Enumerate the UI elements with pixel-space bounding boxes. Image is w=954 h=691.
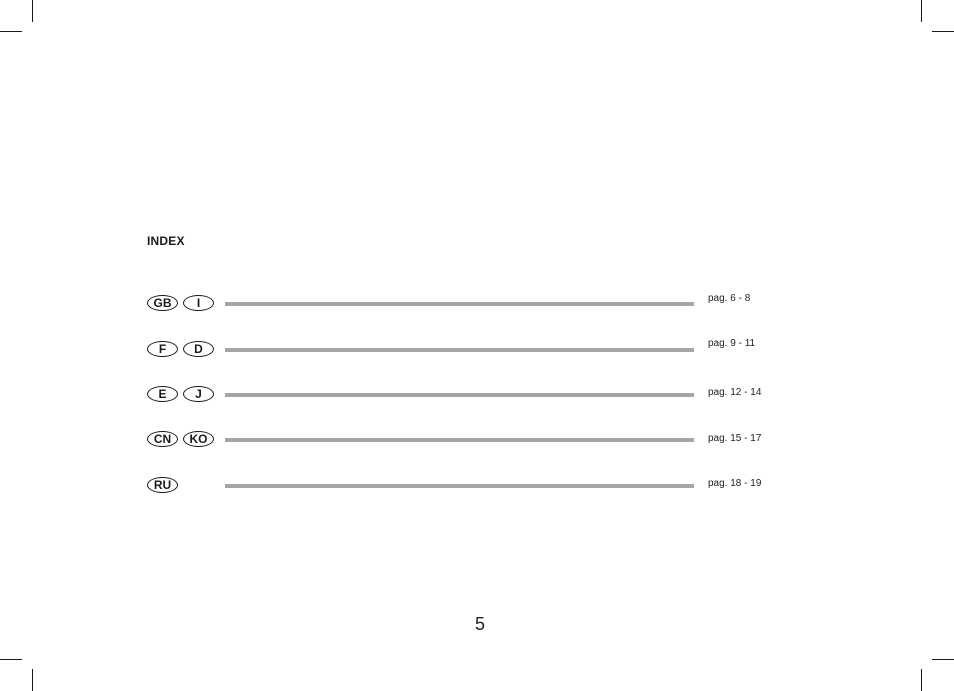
crop-mark [0, 659, 22, 660]
page-range: pag. 18 - 19 [708, 478, 762, 489]
language-badge-e: E [147, 386, 178, 402]
leader-bar [225, 484, 694, 488]
index-row[interactable] [147, 386, 787, 406]
index-title: INDEX [147, 234, 185, 248]
page-number: 5 [474, 614, 485, 634]
page-range: pag. 9 - 11 [708, 338, 756, 349]
language-badge-d: D [183, 341, 214, 357]
leader-bar [225, 393, 694, 397]
crop-mark [932, 31, 954, 32]
index-row[interactable] [147, 295, 787, 315]
crop-mark [32, 0, 33, 22]
page-range: pag. 15 - 17 [708, 433, 762, 444]
leader-bar [225, 348, 694, 352]
language-badge-f: F [147, 341, 178, 357]
language-badge-ru: RU [147, 477, 178, 493]
index-row[interactable] [147, 338, 787, 361]
index-row[interactable] [147, 431, 787, 451]
language-badge-gb: GB [147, 295, 178, 311]
index-row[interactable] [147, 477, 787, 497]
crop-mark [921, 669, 922, 691]
language-badge-cn: CN [147, 431, 178, 447]
language-badge-i: I [183, 295, 214, 311]
language-badge-j: J [183, 386, 214, 402]
crop-mark [932, 659, 954, 660]
leader-bar [225, 438, 694, 442]
crop-mark [0, 31, 22, 32]
language-badge-ko: KO [183, 431, 214, 447]
crop-mark [921, 0, 922, 22]
leader-bar [225, 302, 694, 306]
page-range: pag. 12 - 14 [708, 387, 762, 398]
crop-mark [32, 669, 33, 691]
page-range: pag. 6 - 8 [708, 293, 751, 304]
